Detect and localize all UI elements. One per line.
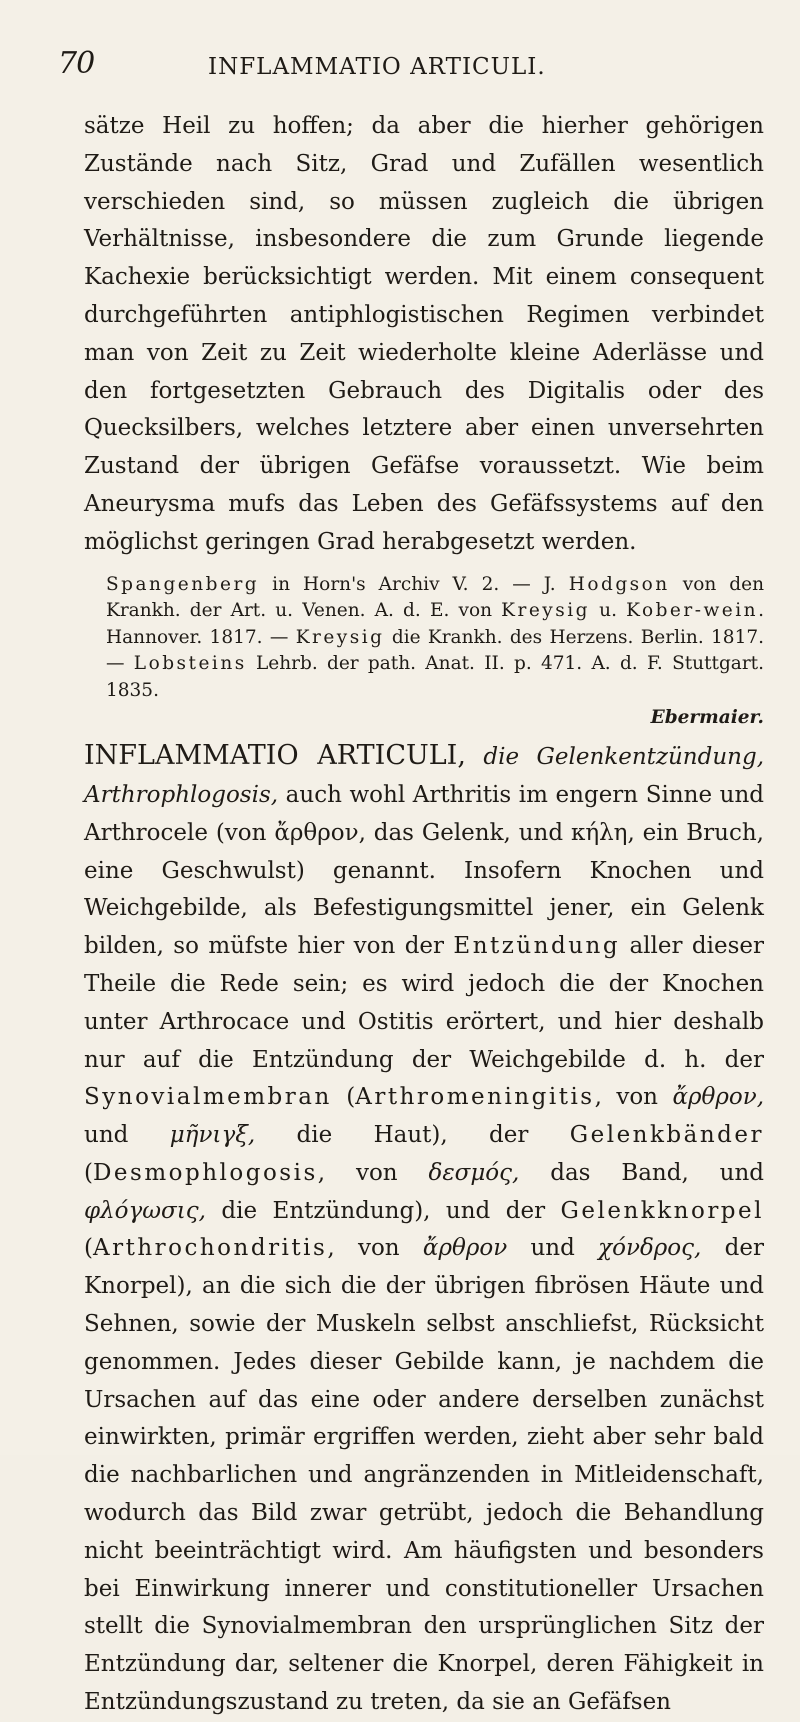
ref-author: Lobsteins: [133, 653, 247, 675]
greek-term: μῆνιγξ,: [169, 1122, 256, 1149]
greek-term: χόνδρος,: [598, 1235, 702, 1262]
greek-term: ἄρθρον,: [672, 1084, 764, 1111]
article-text: , von: [317, 1159, 429, 1186]
emphasized-term: Arthromeningitis: [355, 1084, 595, 1111]
article-text: das Band, und: [519, 1159, 764, 1186]
article-text: der Knorpel), an die sich die der übrigen fibrösen Häute und Sehnen, sowie der Muskeln selbst anschliefst, Rücksicht genommen. Jedes dieser Gebilde kann, je nachdem die Ursachen auf das eine oder andere derselben zunächst einwirkten, primär ergriffen werden, zieht aber sehr bald die nachbarlichen und angränzenden in Mitleidenschaft, wodurch das Bild zwar getrübt, jedoch die Behandlung nicht beeinträchtigt wird. Am häufigsten und besonders bei Einwirkung innerer und constitutioneller Ursachen stellt die Synovialmembran den ursprünglichen Sitz der Entzündung dar, seltener die Knorpel, deren Fähigkeit in Entzündungszustand zu treten, da sie an Gefäfsen: [84, 1235, 764, 1716]
ref-text: von den Krankh. der Art. u. Venen. A. d. E. von: [106, 573, 764, 622]
greek-term: ἄρθρον: [422, 1235, 508, 1262]
article-text: auch wohl Arthritis im engern Sinne und Arthrocele (von: [84, 781, 764, 846]
ref-author: Kober-wein: [626, 600, 759, 622]
ref-text: . Hannover. 1817. —: [106, 600, 764, 648]
article-text: die Entzündung), und der: [205, 1197, 561, 1224]
ref-text: in Horn's Archiv V. 2. — J.: [259, 573, 569, 595]
greek-term: φλόγωσις,: [84, 1197, 206, 1224]
ref-text: Lehrb. der path. Anat. II. p. 471. A. d. F. Stuttgart. 1835.: [106, 653, 764, 701]
emphasized-term: Gelenkbänder: [569, 1122, 765, 1149]
article-text: , von: [327, 1235, 423, 1262]
article-signature: Ebermaier.: [650, 706, 764, 728]
page-body: [84, 108, 764, 1722]
article-text: (: [84, 1159, 93, 1186]
ref-author: Spangenberg: [106, 573, 260, 595]
ref-text: u.: [590, 600, 627, 622]
article-text: die Haut), der: [255, 1122, 570, 1149]
running-title: INFLAMMATIO ARTICULI.: [208, 54, 546, 80]
greek-term: κήλη,: [570, 819, 635, 846]
ref-author: Kreysig: [501, 600, 590, 622]
ref-text: die Krankh. des Herzens. Berlin. 1817. —: [106, 626, 765, 675]
ref-author: Hodgson: [568, 573, 670, 595]
emphasized-term: Synovialmembran: [84, 1084, 332, 1111]
page-header: [58, 46, 760, 82]
references-text: [106, 572, 764, 732]
article-text: ein Bruch, eine Geschwulst) genannt. Insofern Knochen und Weichgebilde, als Befestigungsmittel jener, ein Gelenk bilden, so müfste hier von der: [84, 819, 764, 960]
emphasized-term: Arthrochondritis: [92, 1235, 328, 1262]
article-text: das Gelenk, und: [365, 819, 571, 846]
references-block: [106, 572, 764, 732]
greek-term: ἄρθρον,: [274, 819, 366, 846]
greek-term: δεσμός,: [428, 1159, 520, 1186]
page-number: 70: [58, 46, 95, 81]
article-text: , von: [594, 1084, 673, 1111]
article-text: (: [331, 1084, 356, 1111]
emphasized-term: Desmophlogosis: [92, 1159, 318, 1186]
emphasized-term: Entzündung: [453, 933, 621, 960]
article-text: aller dieser Theile die Rede sein; es wird jedoch die der Knochen unter Arthrocace und Ostitis erörtert, und hier deshalb nur auf die Entzündung der Weichgebilde d. h. der: [84, 933, 764, 1073]
article-paragraph: [84, 737, 764, 1722]
article-german-title: die Gelenkentzündung, Arthrophlogosis,: [84, 744, 765, 808]
emphasized-term: Gelenkknorpel: [560, 1197, 764, 1224]
article-text: und: [507, 1235, 599, 1262]
article-text: (: [84, 1235, 93, 1262]
article-headword: INFLAMMATIO ARTICULI,: [84, 740, 466, 772]
paragraph-continuation: sätze Heil zu hoffen; da aber die hierher gehörigen Zustände nach Sitz, Grad und Zufällen wesentlich verschieden sind, so müssen zugleich die übrigen Verhältnisse, insbesondere die zum Grunde liegende Kachexie berücksichtigt werden. Mit einem consequent durchgeführten antiphlogistischen Regimen verbindet man von Zeit zu Zeit wiederholte kleine Aderlässe und den fortgesetzten Gebrauch des Digitalis oder des Quecksilbers, welches letztere aber einen unversehrten Zustand der übrigen Gefäfse voraussetzt. Wie beim Aneurysma mufs das Leben des Gefäfssystems auf den möglichst geringen Grad herabgesetzt werden.: [84, 113, 764, 555]
article-text: und: [84, 1122, 170, 1149]
ref-author: Kreysig: [295, 626, 385, 648]
